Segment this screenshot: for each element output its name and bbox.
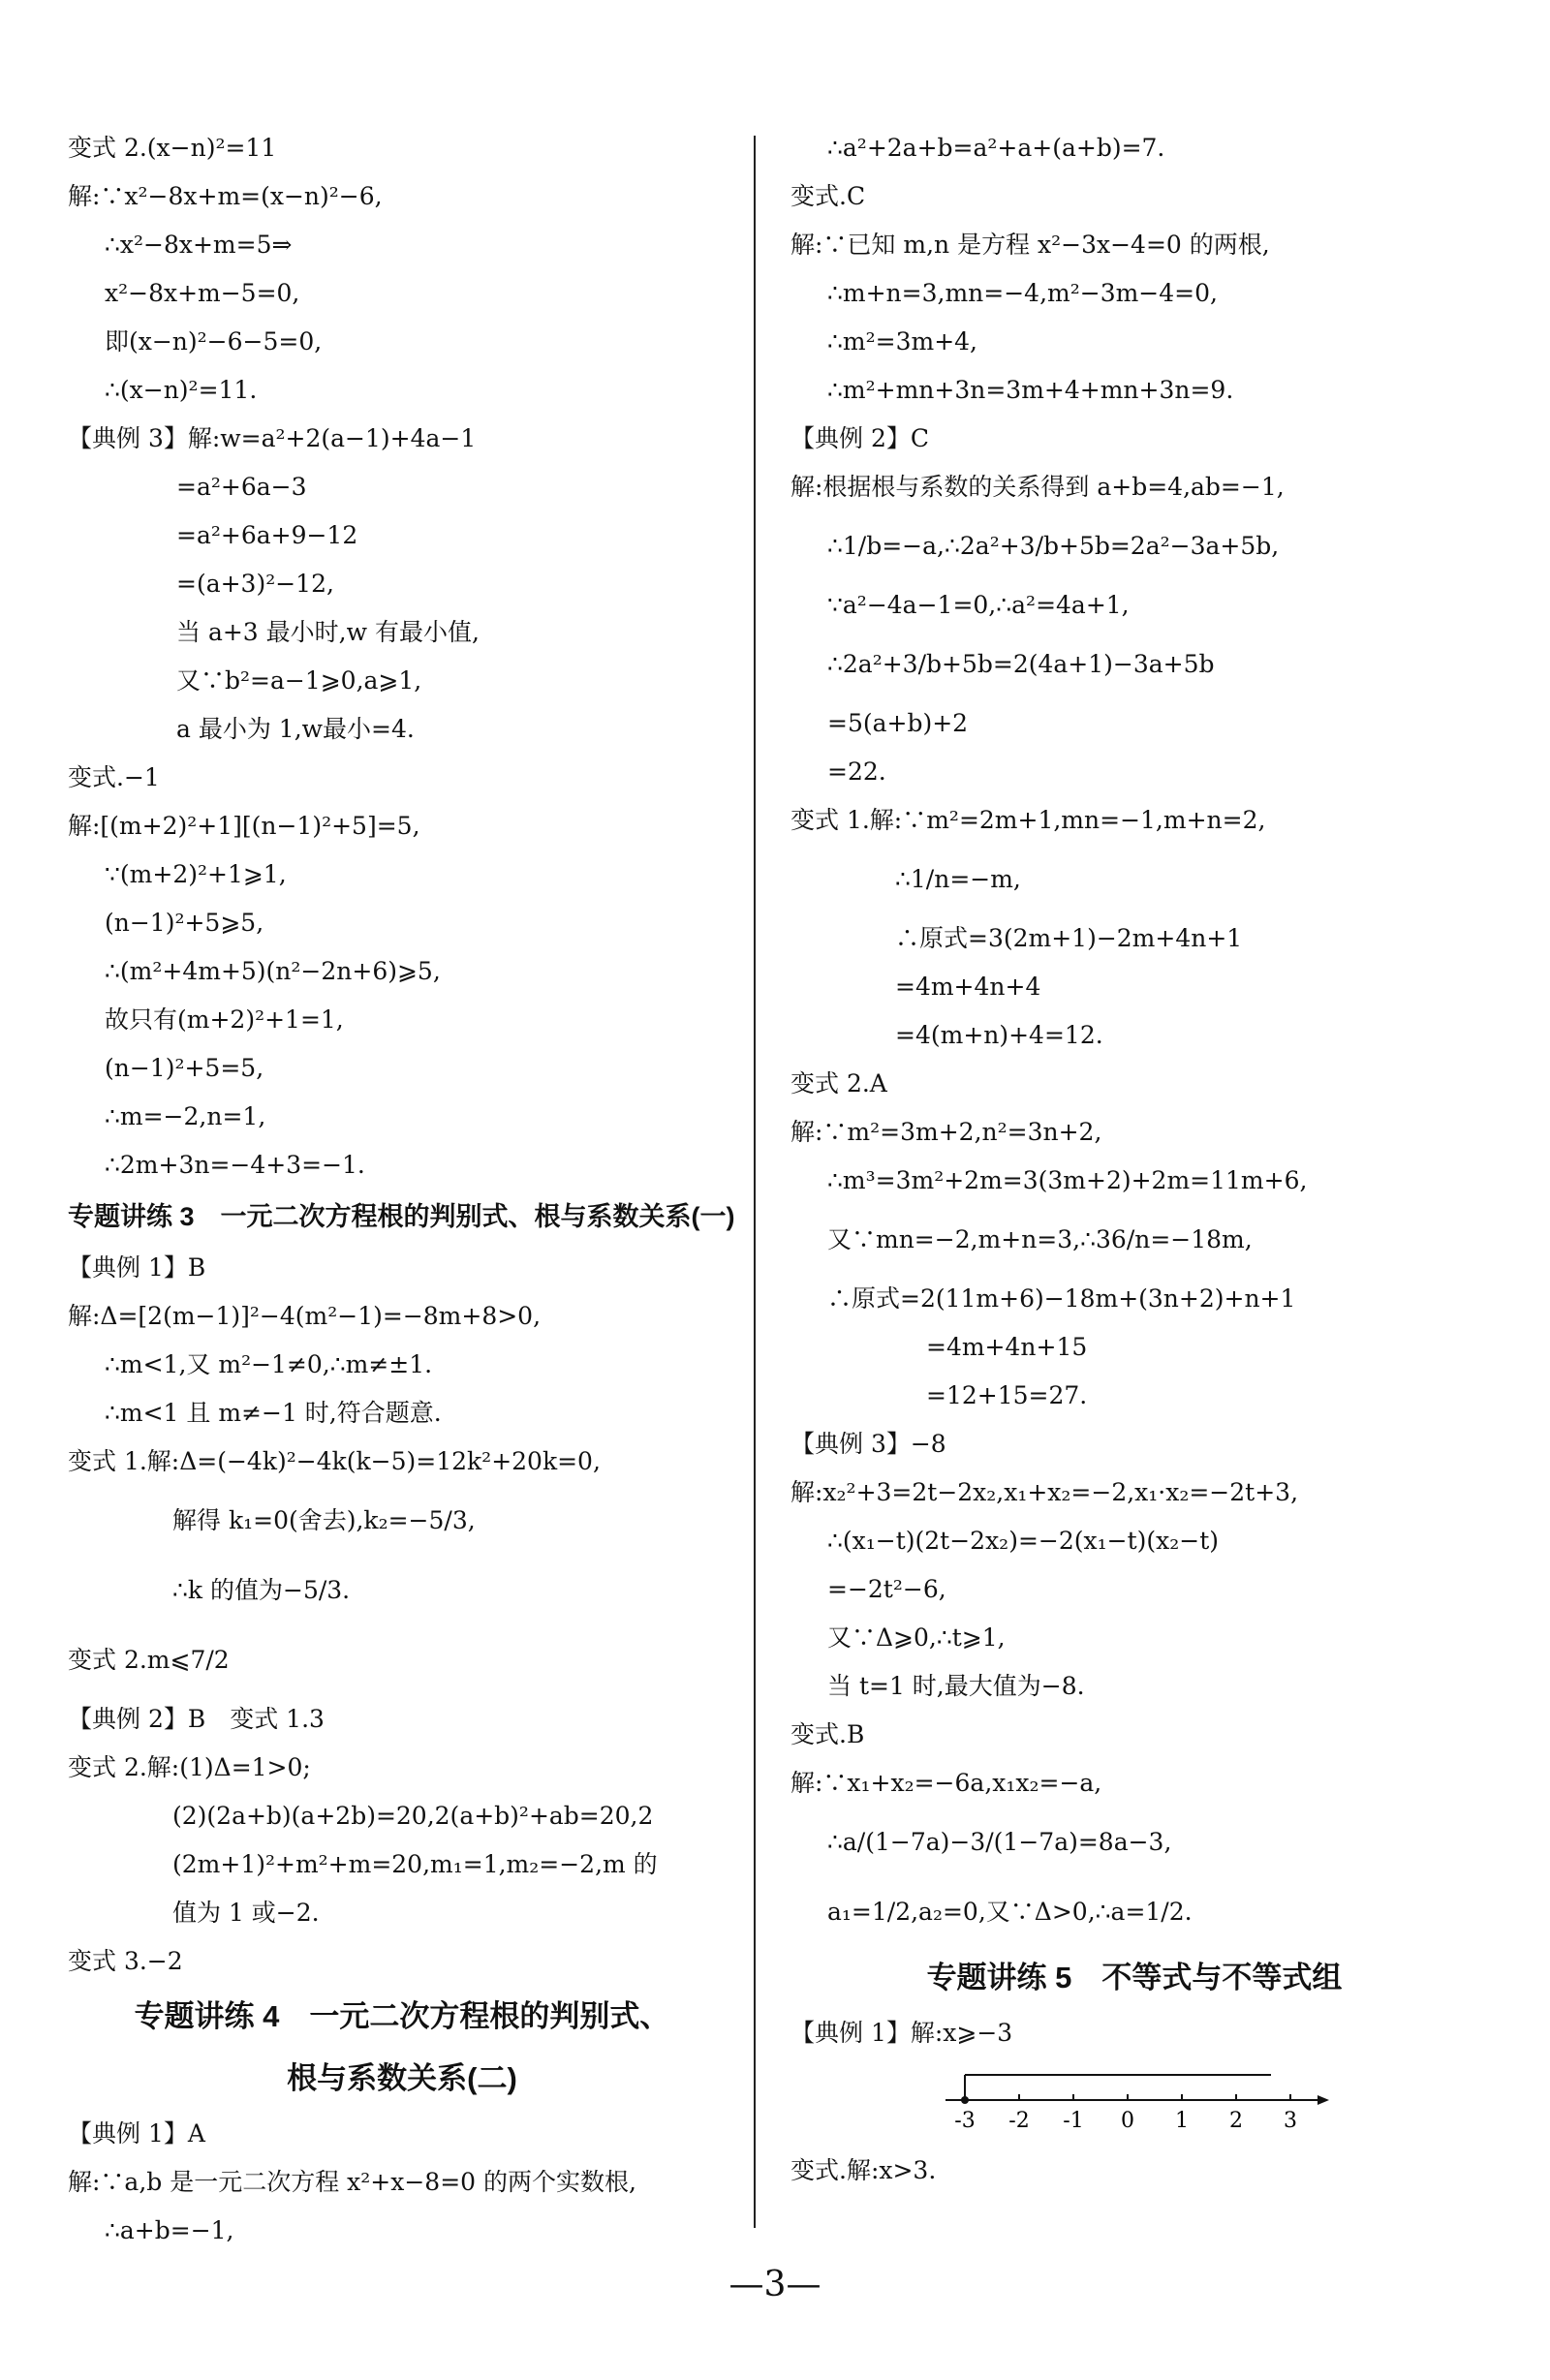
text-line: ∴m³=3m²+2m=3(3m+2)+2m=11m+6, xyxy=(827,1166,1308,1194)
text-line: =4(m+n)+4=12. xyxy=(895,1021,1103,1049)
text-line: 解得 k₁=0(舍去),k₂=−5/3, xyxy=(172,1506,476,1534)
text-line: 解:∵a,b 是一元二次方程 x²+x−8=0 的两个实数根, xyxy=(68,2168,636,2196)
text-line: 【典例 1】B xyxy=(68,1253,206,1282)
text-line: 即(x−n)²−6−5=0, xyxy=(105,327,323,355)
text-line: =4m+4n+4 xyxy=(895,973,1041,1001)
text-line: 专题讲练 4 一元二次方程根的判别式、 xyxy=(134,1999,670,2033)
text-line: =a²+6a−3 xyxy=(176,473,307,501)
text-line: ∴m²+mn+3n=3m+4+mn+3n=9. xyxy=(827,376,1234,404)
text-line: ∴(x−n)²=11. xyxy=(105,376,258,404)
text-line: ∴m²=3m+4, xyxy=(827,327,977,355)
text-line: ∴x²−8x+m=5⇒ xyxy=(105,231,293,259)
text-line: 解:根据根与系数的关系得到 a+b=4,ab=−1, xyxy=(790,473,1285,501)
tick-label: -1 xyxy=(1063,2109,1084,2133)
text-line: 变式 2.m⩽7/2 xyxy=(68,1646,230,1674)
number-line-arrow xyxy=(1318,2095,1329,2105)
text-line: (2)(2a+b)(a+2b)=20,2(a+b)²+ab=20,2 xyxy=(172,1802,654,1830)
solution-point xyxy=(961,2096,969,2104)
text-line: 当 t=1 时,最大值为−8. xyxy=(827,1672,1085,1700)
tick-label: -3 xyxy=(954,2109,976,2133)
text-line: ∴2m+3n=−4+3=−1. xyxy=(105,1151,365,1179)
text-line: 根与系数关系(二) xyxy=(287,2061,517,2095)
left-column xyxy=(68,124,736,2255)
text-line: 解:[(m+2)²+1][(n−1)²+5]=5, xyxy=(68,812,420,840)
tick-label: -2 xyxy=(1008,2109,1030,2133)
text-line: 【典例 2】C xyxy=(790,424,929,452)
text-line: 【典例 3】解:w=a²+2(a−1)+4a−1 xyxy=(68,424,477,452)
text-line: ∴(x₁−t)(2t−2x₂)=−2(x₁−t)(x₂−t) xyxy=(827,1527,1220,1555)
text-line: ∴(m²+4m+5)(n²−2n+6)⩾5, xyxy=(105,957,441,985)
text-line: =22. xyxy=(827,757,886,786)
text-line: ∴a+b=−1, xyxy=(105,2216,234,2244)
text-line: 解:x₂²+3=2t−2x₂,x₁+x₂=−2,x₁·x₂=−2t+3, xyxy=(790,1478,1299,1506)
text-line: a 最小为 1,w最小=4. xyxy=(176,715,415,743)
text-line: ∵(m+2)²+1⩾1, xyxy=(105,860,287,888)
text-line: 变式.−1 xyxy=(68,763,160,791)
text-line: =12+15=27. xyxy=(926,1381,1088,1409)
text-line: 变式.C xyxy=(790,182,866,210)
number-line xyxy=(936,2057,1343,2147)
tick-label: 1 xyxy=(1175,2109,1189,2133)
text-line: 解:∵已知 m,n 是方程 x²−3x−4=0 的两根, xyxy=(790,231,1270,259)
text-line: 解:∵x²−8x+m=(x−n)²−6, xyxy=(68,182,383,210)
text-line: 变式 2.A xyxy=(790,1069,887,1097)
text-line: 当 a+3 最小时,w 有最小值, xyxy=(176,618,480,646)
right-column xyxy=(790,124,1478,2195)
column-divider xyxy=(754,136,756,2228)
text-line: 【典例 1】解:x⩾−3 xyxy=(790,2019,1013,2047)
text-line: ∴1/n=−m, xyxy=(895,865,1021,893)
text-line: (n−1)²+5=5, xyxy=(105,1054,264,1082)
page-number: —3— xyxy=(728,2265,822,2304)
text-line: 解:∵x₁+x₂=−6a,x₁x₂=−a, xyxy=(790,1769,1102,1797)
text-line: ∴2a²+3/b+5b=2(4a+1)−3a+5b xyxy=(827,650,1215,678)
text-line: ∴k 的值为−5/3. xyxy=(172,1576,351,1604)
text-line: ∴原式=2(11m+6)−18m+(3n+2)+n+1 xyxy=(827,1284,1296,1313)
text-line: 【典例 2】B 变式 1.3 xyxy=(68,1705,325,1733)
text-line: ∴m=−2,n=1, xyxy=(105,1102,266,1130)
text-line: ∴a²+2a+b=a²+a+(a+b)=7. xyxy=(827,134,1165,162)
text-line: 【典例 1】A xyxy=(68,2119,205,2148)
text-line: 又∵mn=−2,m+n=3,∴36/n=−18m, xyxy=(827,1225,1253,1253)
tick-label: 0 xyxy=(1121,2109,1134,2133)
text-line: 故只有(m+2)²+1=1, xyxy=(105,1005,344,1034)
text-line: 变式 1.解:∵m²=2m+1,mn=−1,m+n=2, xyxy=(790,806,1266,834)
text-line: ∴原式=3(2m+1)−2m+4n+1 xyxy=(895,924,1243,952)
text-line: ∴m<1 且 m≠−1 时,符合题意. xyxy=(105,1399,442,1427)
text-line: 变式 2.(x−n)²=11 xyxy=(68,134,277,162)
text-line: ∴m<1,又 m²−1≠0,∴m≠±1. xyxy=(105,1350,433,1378)
text-line: =4m+4n+15 xyxy=(926,1333,1088,1361)
text-line: ∴1/b=−a,∴2a²+3/b+5b=2a²−3a+5b, xyxy=(827,532,1280,560)
text-line: ∴m+n=3,mn=−4,m²−3m−4=0, xyxy=(827,279,1218,307)
text-line: ∴a/(1−7a)−3/(1−7a)=8a−3, xyxy=(827,1828,1172,1856)
text-line: 解:Δ=[2(m−1)]²−4(m²−1)=−8m+8>0, xyxy=(68,1302,542,1330)
text-line: =a²+6a+9−12 xyxy=(176,521,358,549)
tick-label: 2 xyxy=(1229,2109,1243,2133)
text-line: 变式 3.−2 xyxy=(68,1947,183,1975)
text-line: 值为 1 或−2. xyxy=(172,1899,320,1927)
text-line: (n−1)²+5⩾5, xyxy=(105,909,264,937)
text-line: a₁=1/2,a₂=0,又∵Δ>0,∴a=1/2. xyxy=(827,1898,1193,1926)
text-line: ∵a²−4a−1=0,∴a²=4a+1, xyxy=(827,591,1130,619)
text-line: 【典例 3】−8 xyxy=(790,1430,946,1458)
number-line-svg xyxy=(936,2057,1343,2147)
text-line: =(a+3)²−12, xyxy=(176,570,334,598)
text-line: (2m+1)²+m²+m=20,m₁=1,m₂=−2,m 的 xyxy=(172,1850,658,1878)
text-line: 又∵b²=a−1⩾0,a⩾1, xyxy=(176,666,422,695)
text-line: =−2t²−6, xyxy=(827,1575,946,1603)
text-line: 变式 1.解:Δ=(−4k)²−4k(k−5)=12k²+20k=0, xyxy=(68,1447,601,1475)
text-line: =5(a+b)+2 xyxy=(827,709,969,737)
text-line: x²−8x+m−5=0, xyxy=(105,279,300,307)
text-line: 又∵Δ⩾0,∴t⩾1, xyxy=(827,1623,1006,1652)
text-line: 变式 2.解:(1)Δ=1>0; xyxy=(68,1753,311,1781)
text-line: 解:∵m²=3m+2,n²=3n+2, xyxy=(790,1118,1102,1146)
tick-label: 3 xyxy=(1284,2109,1297,2133)
text-line: 专题讲练 3 一元二次方程根的判别式、根与系数关系(一) xyxy=(68,1202,735,1231)
text-line: 变式.B xyxy=(790,1720,865,1748)
text-line: 变式.解:x>3. xyxy=(790,2156,937,2184)
text-line: 专题讲练 5 不等式与不等式组 xyxy=(926,1961,1343,1994)
